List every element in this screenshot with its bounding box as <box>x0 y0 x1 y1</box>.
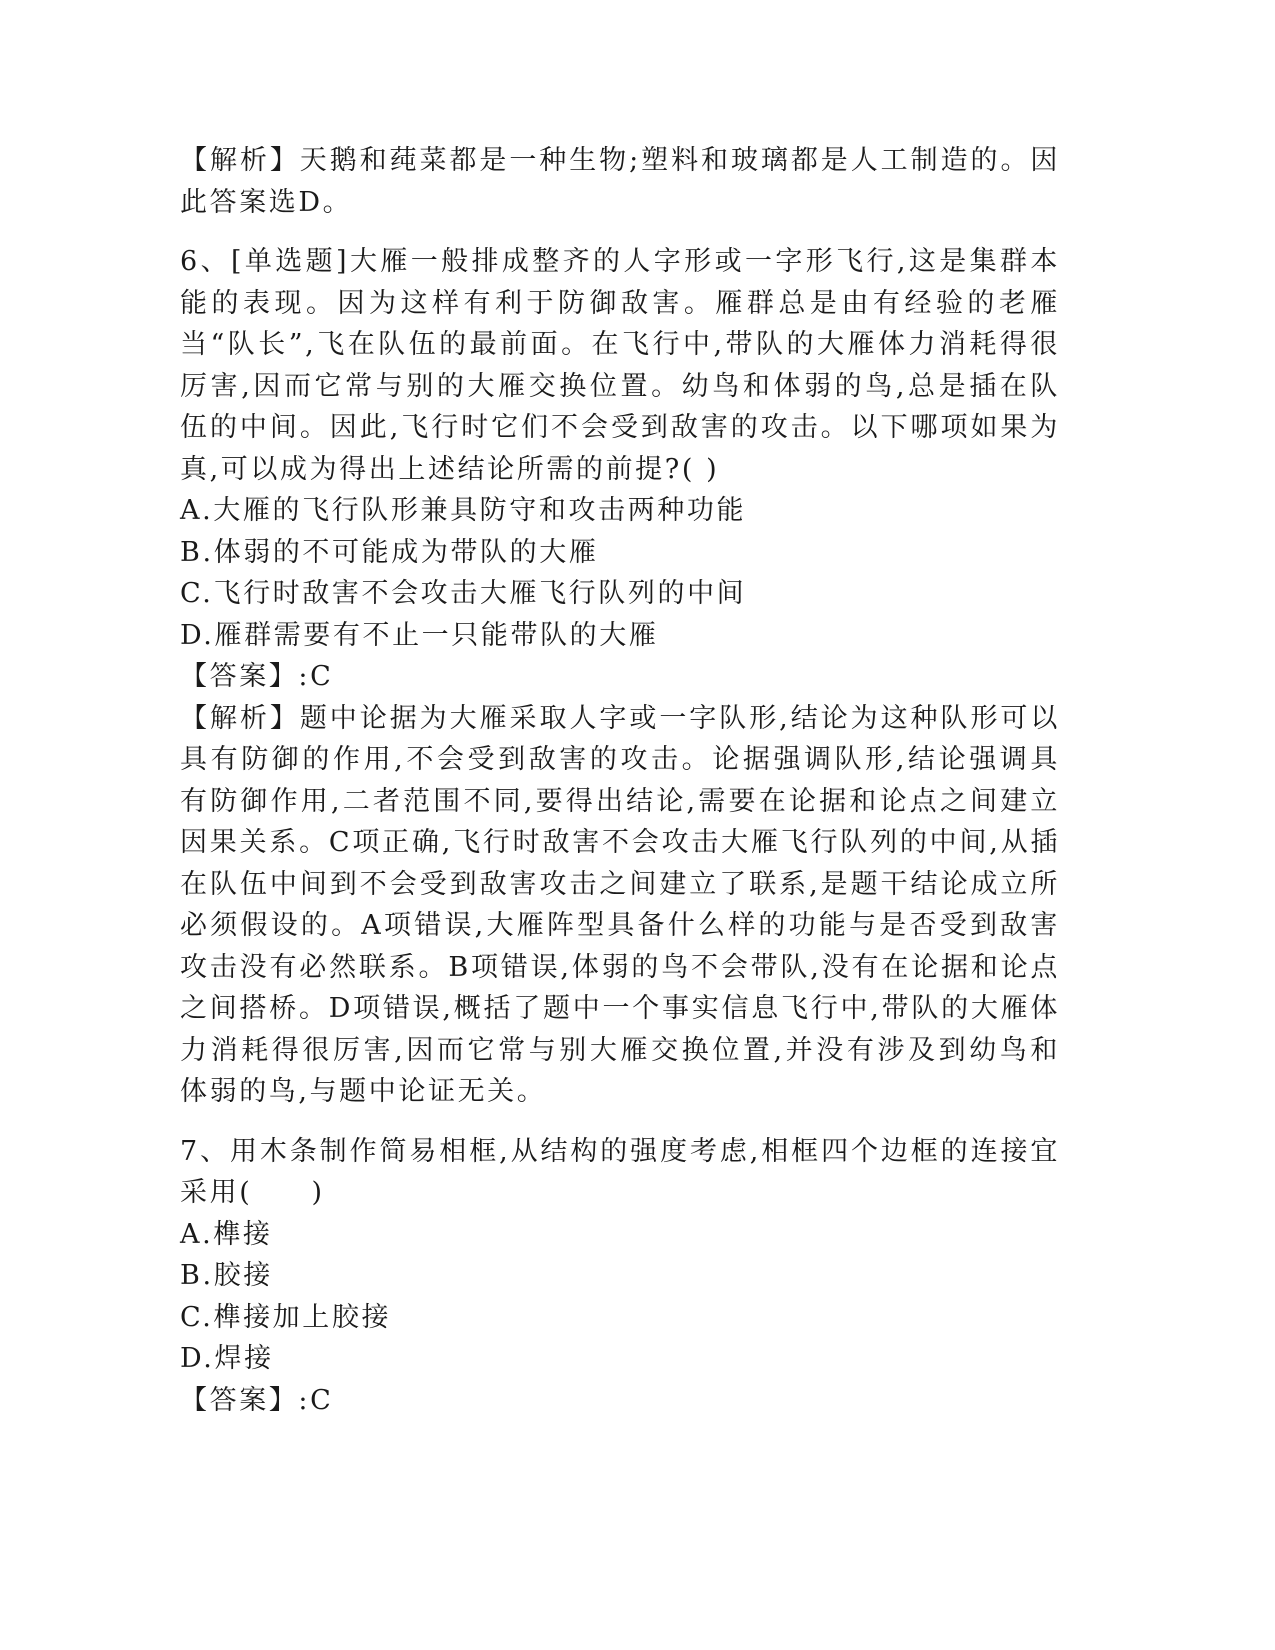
q6-option-a: A.大雁的飞行队形兼具防守和攻击两种功能 <box>180 495 747 526</box>
q7-answer: 【答案】:C <box>180 1384 334 1416</box>
q6-answer: 【答案】:C <box>180 661 334 692</box>
spacer <box>180 1113 1060 1131</box>
q7-option-c: C.榫接加上胶接 <box>180 1301 392 1333</box>
q6-option-b: B.体弱的不可能成为带队的大雁 <box>180 536 599 568</box>
q6-stem: 6、[单选题]大雁一般排成整齐的人字形或一字形飞行,这是集群本能的表现。因为这样有利于防御敌害。雁群总是由有经验的老雁当“队长”,飞在队伍的最前面。在飞行中,带队的大雁体力消耗得很厉害,因而它常与别的大雁交换位置。幼鸟和体弱的鸟,总是插在队伍的中间。因此,飞行时它们不会受到敌害的攻击。以下哪项如果为真,可以成为得出上述结论所需的前提?( ) <box>180 246 1060 485</box>
q6-option-c: C.飞行时敌害不会攻击大雁飞行队列的中间 <box>180 578 747 609</box>
spacer <box>180 223 1060 241</box>
q6-option-d: D.雁群需要有不止一只能带队的大雁 <box>180 619 659 651</box>
q7-option-d: D.焊接 <box>180 1343 274 1374</box>
q7-stem: 7、用木条制作简易相框,从结构的强度考虑,相框四个边框的连接宜采用( ) <box>180 1135 1060 1208</box>
document-page <box>180 140 1060 1421</box>
q7-option-b: B.胶接 <box>180 1260 273 1291</box>
q5-analysis: 【解析】天鹅和莼菜都是一种生物;塑料和玻璃都是人工制造的。因此答案选D。 <box>180 145 1060 218</box>
q6-analysis: 【解析】题中论据为大雁采取人字或一字队形,结论为这种队形可以具有防御的作用,不会受到敌害的攻击。论据强调队形,结论强调具有防御作用,二者范围不同,要得出结论,需要在论据和论点之间建立因果关系。C项正确,飞行时敌害不会攻击大雁飞行队列的中间,从插在队伍中间到不会受到敌害攻击之间建立了联系,是题干结论成立所必须假设的。A项错误,大雁阵型具备什么样的功能与是否受到敌害攻击没有必然联系。B项错误,体弱的鸟不会带队,没有在论据和论点之间搭桥。D项错误,概括了题中一个事实信息飞行中,带队的大雁体力消耗得很厉害,因而它常与别大雁交换位置,并没有涉及到幼鸟和体弱的鸟,与题中论证无关。 <box>180 702 1060 1107</box>
q7-option-a: A.榫接 <box>180 1218 273 1250</box>
